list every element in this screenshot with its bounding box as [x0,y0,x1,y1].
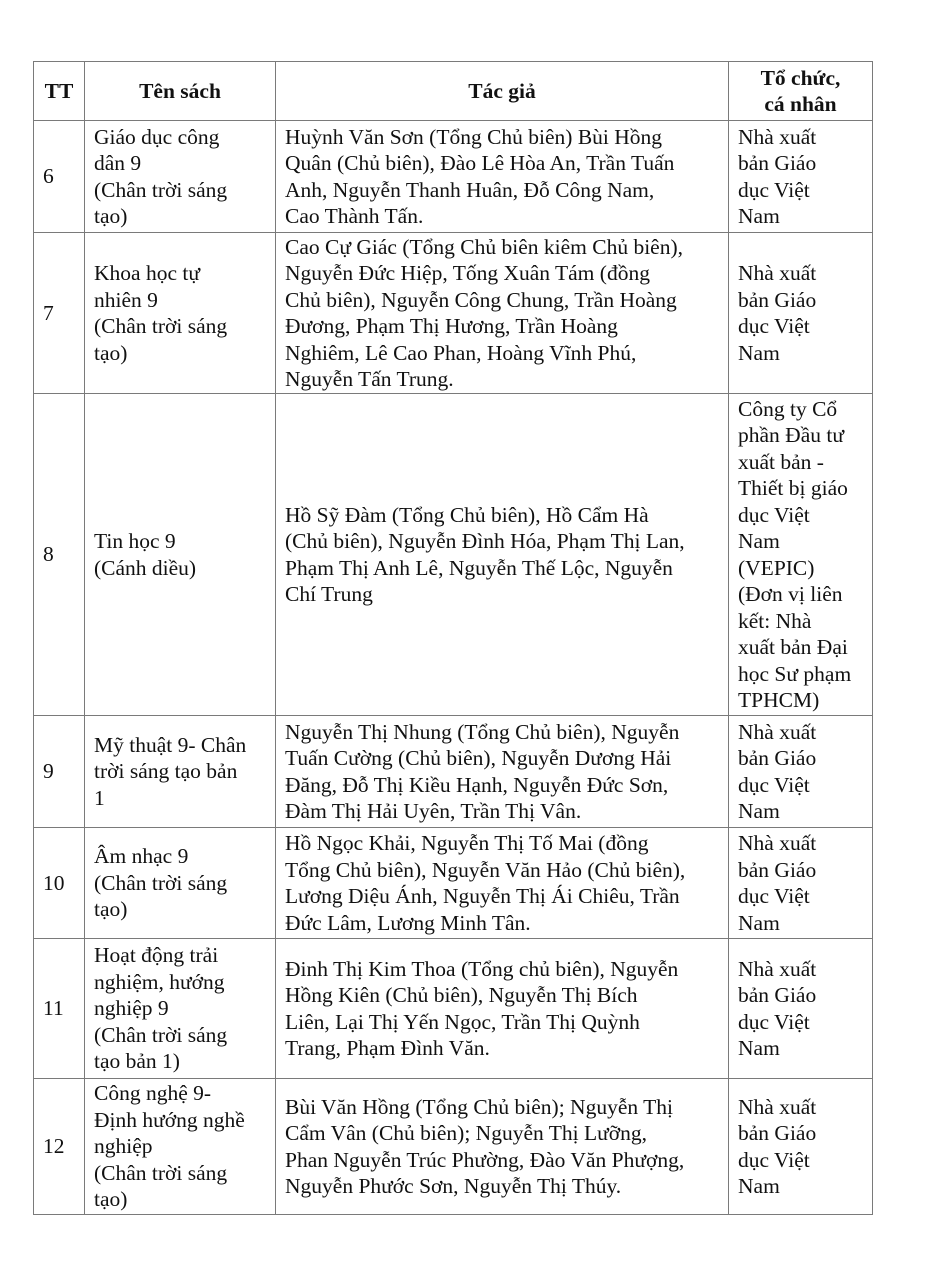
organization-line: bản Giáo [738,983,817,1007]
book-name-cell [85,121,276,233]
table-row [34,828,873,939]
organization-line: Nhà xuất [738,124,817,149]
organization-cell [729,121,873,233]
author-line: Bùi Văn Hồng (Tổng Chủ biên); Nguyễn Thị [285,1094,673,1119]
row-number: 8 [34,394,85,716]
author-line: Hồ Ngọc Khải, Nguyễn Thị Tố Mai (đồng [285,831,649,855]
organization-cell [729,828,873,939]
organization-line: Nhà xuất [738,719,817,744]
organization-line: xuất bản - [738,449,824,474]
author-line: Phạm Thị Anh Lê, Nguyễn Thế Lộc, Nguyễn [285,555,673,580]
table-row [34,939,873,1079]
book-name-line: 1 [94,785,105,810]
organization-line: Công ty Cổ [738,396,838,421]
book-name-line: Âm nhạc 9 [94,844,189,869]
author-line: Đương, Phạm Thị Hương, Trần Hoàng [285,314,618,338]
row-number: 12 [34,1079,85,1215]
row-number: 7 [34,233,85,394]
book-name-line: Khoa học tự [94,261,200,285]
table-row [34,716,873,828]
organization-cell [729,939,873,1079]
header-book-name: Tên sách [85,62,276,121]
table-header-row [34,62,873,121]
organization-line: Nam [738,1036,780,1060]
organization-line: Nhà xuất [738,831,817,855]
book-name-line: Hoạt động trải [94,943,219,968]
author-line: Anh, Nguyễn Thanh Huân, Đỗ Công Nam, [285,177,655,202]
author-line: Nghiêm, Lê Cao Phan, Hoàng Vĩnh Phú, [285,340,637,365]
author-cell [276,1079,729,1215]
author-line: Nguyễn Đức Hiệp, Tống Xuân Tám (đồng [285,261,650,285]
book-name-line: (Chân trời sáng [94,1022,228,1047]
book-name-line: tạo) [94,1187,128,1212]
author-line: Nguyễn Tấn Trung. [285,367,454,391]
book-name-line: nghiệp [94,1134,153,1159]
table-row [34,394,873,716]
header-author: Tác giả [276,62,729,121]
header-organization-line: cá nhân [764,92,837,116]
author-cell [276,939,729,1079]
organization-line: dục Việt [738,1009,810,1034]
book-name-cell [85,394,276,716]
author-cell [276,121,729,233]
author-line: Nguyễn Phước Sơn, Nguyễn Thị Thúy. [285,1174,622,1198]
book-name-line: tạo) [94,204,128,228]
book-name-line: Định hướng nghề [94,1107,245,1132]
author-line: Chủ biên), Nguyễn Công Chung, Trần Hoàng [285,287,677,312]
author-line: Cao Thành Tấn. [285,204,424,228]
organization-line: bản Giáo [738,857,817,882]
book-name-line: tạo) [94,897,128,922]
book-name-line: dân 9 [94,151,142,175]
author-line: Hồ Sỹ Đàm (Tổng Chủ biên), Hồ Cẩm Hà [285,502,649,527]
organization-line: Nam [738,910,780,935]
organization-line: học Sư phạm [738,661,852,686]
table-row [34,121,873,233]
organization-cell [729,233,873,394]
organization-cell [729,1079,873,1215]
author-line: Cẩm Vân (Chủ biên); Nguyễn Thị Lưỡng, [285,1121,648,1145]
organization-line: TPHCM) [738,688,820,712]
book-name-cell [85,1079,276,1215]
book-name-line: Tin học 9 [94,529,176,553]
book-name-line: (Chân trời sáng [94,177,228,202]
organization-line: Nhà xuất [738,261,817,285]
author-line: Chí Trung [285,582,373,606]
organization-cell [729,716,873,828]
author-line: Tổng Chủ biên), Nguyễn Văn Hảo (Chủ biên), [285,857,686,882]
organization-line: dục Việt [738,1147,810,1172]
organization-line: dục Việt [738,502,810,527]
book-name-line: (Chân trời sáng [94,870,228,895]
book-name-line: tạo) [94,340,128,365]
author-line: Trang, Phạm Đình Văn. [285,1036,490,1060]
organization-line: (VEPIC) [738,555,815,580]
row-number: 11 [34,939,85,1079]
organization-line: bản Giáo [738,1121,817,1145]
author-line: Đăng, Đỗ Thị Kiều Hạnh, Nguyễn Đức Sơn, [285,772,669,797]
organization-cell [729,394,873,716]
book-name-cell [85,939,276,1079]
organization-line: dục Việt [738,884,810,908]
organization-line: Nam [738,1174,780,1198]
organization-line: dục Việt [738,177,810,202]
header-organization-line: Tổ chức, [760,65,841,90]
book-name-line: nhiên 9 [94,287,158,312]
organization-line: Nam [738,529,780,553]
book-name-cell [85,716,276,828]
book-name-line: nghiệp 9 [94,996,169,1021]
author-line: Đức Lâm, Lương Minh Tân. [285,910,531,935]
header-organization [729,62,873,121]
organization-line: Nam [738,799,780,823]
author-cell [276,716,729,828]
header-tt: TT [34,62,85,121]
book-name-line: tạo bản 1) [94,1049,180,1074]
organization-line: Nhà xuất [738,1094,817,1119]
row-number: 9 [34,716,85,828]
author-line: Lương Diệu Ánh, Nguyễn Thị Ái Chiêu, Trần [285,884,680,908]
author-line: Cao Cự Giác (Tổng Chủ biên kiêm Chủ biên), [285,234,683,259]
table-row [34,1079,873,1215]
author-line: Nguyễn Thị Nhung (Tổng Chủ biên), Nguyễn [285,719,680,744]
textbook-table [33,61,873,1215]
book-name-line: (Chân trời sáng [94,1160,228,1185]
book-name-cell [85,233,276,394]
author-line: Đàm Thị Hải Uyên, Trần Thị Vân. [285,799,582,823]
organization-line: phần Đầu tư [738,423,844,447]
organization-line: xuất bản Đại [738,635,848,659]
book-name-line: Giáo dục công [94,124,220,149]
book-name-line: Công nghệ 9- [94,1081,212,1106]
book-name-cell [85,828,276,939]
organization-line: Thiết bị giáo [738,476,848,500]
organization-line: Nam [738,204,780,228]
organization-line: kết: Nhà [738,608,812,633]
row-number: 10 [34,828,85,939]
organization-line: (Đơn vị liên [738,582,843,606]
book-name-line: nghiệm, hướng [94,969,225,994]
organization-line: bản Giáo [738,151,817,175]
author-line: (Chủ biên), Nguyễn Đình Hóa, Phạm Thị Lan, [285,529,685,553]
organization-line: bản Giáo [738,746,817,770]
organization-line: bản Giáo [738,287,817,312]
author-line: Quân (Chủ biên), Đào Lê Hòa An, Trần Tuấn [285,151,675,175]
book-name-line: trời sáng tạo bản [94,759,238,784]
author-line: Phan Nguyễn Trúc Phường, Đào Văn Phượng, [285,1147,685,1172]
row-number: 6 [34,121,85,233]
book-name-line: (Chân trời sáng [94,314,228,338]
author-cell [276,394,729,716]
organization-line: Nam [738,340,780,365]
author-line: Huỳnh Văn Sơn (Tổng Chủ biên) Bùi Hồng [285,124,663,149]
table-row [34,233,873,394]
organization-line: dục Việt [738,772,810,797]
author-cell [276,828,729,939]
author-line: Tuấn Cường (Chủ biên), Nguyễn Dương Hải [285,746,672,770]
book-name-line: Mỹ thuật 9- Chân [94,732,247,757]
author-line: Liên, Lại Thị Yến Ngọc, Trần Thị Quỳnh [285,1009,640,1034]
book-name-line: (Cánh diều) [94,555,197,580]
organization-line: dục Việt [738,314,810,338]
author-line: Hồng Kiên (Chủ biên), Nguyễn Thị Bích [285,983,638,1007]
table-body [34,121,873,1215]
author-cell [276,233,729,394]
organization-line: Nhà xuất [738,956,817,981]
author-line: Đinh Thị Kim Thoa (Tổng chủ biên), Nguyễn [285,956,679,981]
